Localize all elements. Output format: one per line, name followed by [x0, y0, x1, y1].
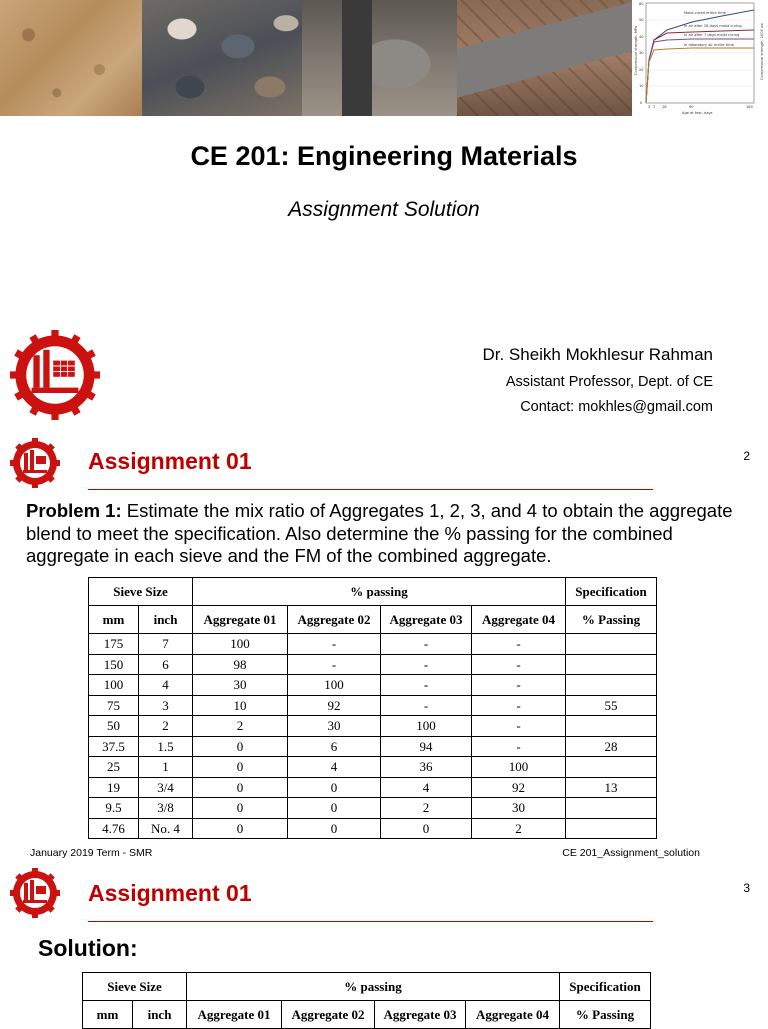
header-spec-passing: % Passing [566, 606, 657, 634]
header-mm: mm [83, 1001, 133, 1029]
table-cell: 0 [193, 757, 288, 778]
table-cell: 92 [472, 777, 566, 798]
university-seal-icon [10, 438, 60, 488]
table-cell [566, 798, 657, 819]
university-seal-icon [10, 868, 60, 918]
table-cell: 50 [89, 716, 139, 737]
table-cell: - [381, 634, 472, 655]
table-cell: 0 [193, 777, 288, 798]
graph-x-tick: 3 [648, 105, 651, 109]
table-cell: - [288, 654, 381, 675]
table-cell: - [472, 695, 566, 716]
table-cell: 1.5 [139, 736, 193, 757]
table-cell: 100 [89, 675, 139, 696]
header-aggregate-01: Aggregate 01 [187, 1001, 282, 1029]
header-percent-passing: % passing [193, 578, 566, 606]
solution-table [82, 972, 651, 1029]
author-affiliation: Assistant Professor, Dept. of CE [505, 374, 713, 390]
table-header-row [89, 578, 657, 606]
table-row [89, 634, 657, 655]
table-cell: 10 [193, 695, 288, 716]
table-cell: 30 [288, 716, 381, 737]
table-cell: 100 [472, 757, 566, 778]
table-header-row [83, 973, 651, 1001]
header-specification: Specification [566, 578, 657, 606]
table-cell [566, 757, 657, 778]
table-cell: 4 [381, 777, 472, 798]
table-row [89, 736, 657, 757]
header-sieve-size: Sieve Size [83, 973, 187, 1001]
table-cell: 2 [193, 716, 288, 737]
graph-y-tick: 50 [639, 18, 644, 22]
table-cell: 100 [193, 634, 288, 655]
graph-series-4: In laboratory air entire time [684, 43, 734, 47]
header-banner [0, 0, 768, 116]
table-cell: 2 [381, 798, 472, 819]
strength-graph-image [632, 0, 768, 116]
table-cell: 30 [193, 675, 288, 696]
slide-2-number: 2 [743, 449, 750, 463]
header-inch: inch [133, 1001, 187, 1029]
slide-3-title-rule [88, 921, 653, 922]
table-cell: 100 [381, 716, 472, 737]
table-cell: 94 [381, 736, 472, 757]
table-cell: 3/8 [139, 798, 193, 819]
table-cell: - [472, 675, 566, 696]
footer-term: January 2019 Term - SMR [30, 847, 153, 859]
header-aggregate-02: Aggregate 02 [288, 606, 381, 634]
table-cell: 0 [193, 736, 288, 757]
table-row [89, 798, 657, 819]
table-cell: 3 [139, 695, 193, 716]
table-row [89, 818, 657, 839]
graph-series-1: Moist-cured entire time [684, 11, 726, 15]
graph-series-3: In air after 7 days moist curing [684, 33, 740, 37]
table-cell: 4 [288, 757, 381, 778]
problem-statement [26, 500, 756, 568]
graph-y-tick: 0 [640, 101, 643, 105]
table-cell: 0 [193, 818, 288, 839]
table-row [89, 716, 657, 737]
author-contact: Contact: mokhles@gmail.com [520, 399, 713, 415]
table-cell: - [381, 654, 472, 675]
graph-y-tick: 30 [639, 51, 644, 55]
table-cell: - [472, 654, 566, 675]
table-cell: 6 [288, 736, 381, 757]
graph-y-tick: 20 [639, 68, 644, 72]
table-cell: 92 [288, 695, 381, 716]
header-specification: Specification [560, 973, 651, 1001]
table-cell: 55 [566, 695, 657, 716]
header-aggregate-04: Aggregate 04 [472, 606, 566, 634]
table-subheader-row [89, 606, 657, 634]
problem-text: Estimate the mix ratio of Aggregates 1, 2, 3, and 4 to obtain the aggregate blend to meet the specification. Also determine the % passing for the combined aggregate in each sieve and the FM of the combined aggregate. [26, 500, 733, 566]
graph-x-label: Age at test, days [682, 111, 713, 115]
graph-y-tick: 40 [639, 35, 644, 39]
table-cell: 98 [193, 654, 288, 675]
graph-series-2: In air after 28 days moist curing [684, 24, 742, 28]
table-cell: 25 [89, 757, 139, 778]
table-cell: 2 [139, 716, 193, 737]
gravel-photo [142, 0, 302, 116]
table-cell: 19 [89, 777, 139, 798]
table-cell: 175 [89, 634, 139, 655]
strength-age-graph [632, 0, 768, 116]
slide-3-number: 3 [743, 881, 750, 895]
concrete-pouring-photo [457, 0, 632, 116]
concrete-slump-test-photo [302, 0, 457, 116]
table-subheader-row [83, 1001, 651, 1029]
table-row [89, 757, 657, 778]
table-cell: 75 [89, 695, 139, 716]
footer-filename: CE 201_Assignment_solution [562, 847, 700, 859]
header-percent-passing: % passing [187, 973, 560, 1001]
table-cell [566, 716, 657, 737]
graph-x-tick: 7 [653, 105, 656, 109]
university-seal-icon [10, 330, 100, 420]
header-aggregate-04: Aggregate 04 [466, 1001, 560, 1029]
course-title: CE 201: Engineering Materials [190, 141, 578, 171]
table-cell: 6 [139, 654, 193, 675]
table-cell: 3/4 [139, 777, 193, 798]
header-aggregate-02: Aggregate 02 [282, 1001, 375, 1029]
table-cell: 4 [139, 675, 193, 696]
table-cell: 0 [288, 798, 381, 819]
header-mm: mm [89, 606, 139, 634]
table-cell: No. 4 [139, 818, 193, 839]
table-cell: 0 [288, 818, 381, 839]
slide-2-title: Assignment 01 [88, 448, 252, 474]
table-row [89, 675, 657, 696]
sieve-table-body [89, 634, 657, 839]
table-row [89, 654, 657, 675]
problem-label: Problem 1: [26, 500, 122, 521]
table-cell: 9.5 [89, 798, 139, 819]
table-cell: 0 [381, 818, 472, 839]
table-row [89, 695, 657, 716]
document-subtitle: Assignment Solution [288, 198, 480, 221]
table-cell: - [472, 716, 566, 737]
table-cell: 30 [472, 798, 566, 819]
table-cell: - [472, 736, 566, 757]
table-cell: 37.5 [89, 736, 139, 757]
table-cell: 13 [566, 777, 657, 798]
solution-heading: Solution: [38, 935, 138, 961]
table-row [89, 777, 657, 798]
header-aggregate-01: Aggregate 01 [193, 606, 288, 634]
table-cell: - [381, 695, 472, 716]
table-cell [566, 654, 657, 675]
table-cell [566, 634, 657, 655]
table-cell: 28 [566, 736, 657, 757]
slide-2-title-rule [88, 489, 653, 490]
graph-x-tick: 28 [662, 105, 667, 109]
graph-y-tick: 60 [639, 2, 644, 6]
table-cell: 0 [193, 798, 288, 819]
table-cell: 7 [139, 634, 193, 655]
table-cell: - [472, 634, 566, 655]
table-cell: 100 [288, 675, 381, 696]
table-cell [566, 818, 657, 839]
header-aggregate-03: Aggregate 03 [375, 1001, 466, 1029]
graph-y-label-right: Compressive strength, 1000 psi [760, 22, 764, 80]
table-cell: - [381, 675, 472, 696]
graph-y-label-left: Compressive strength, MPa [634, 25, 638, 75]
header-sieve-size: Sieve Size [89, 578, 193, 606]
author-name: Dr. Sheikh Mokhlesur Rahman [482, 345, 713, 364]
header-aggregate-03: Aggregate 03 [381, 606, 472, 634]
table-cell [566, 675, 657, 696]
slide-3-title: Assignment 01 [88, 880, 252, 906]
table-cell: - [288, 634, 381, 655]
table-cell: 4.76 [89, 818, 139, 839]
graph-x-tick: 90 [689, 105, 694, 109]
graph-x-tick: 180 [746, 105, 753, 109]
graph-y-tick: 10 [639, 84, 644, 88]
table-cell: 150 [89, 654, 139, 675]
sand-photo [0, 0, 142, 116]
table-cell: 1 [139, 757, 193, 778]
table-cell: 2 [472, 818, 566, 839]
header-spec-passing: % Passing [560, 1001, 651, 1029]
table-cell: 36 [381, 757, 472, 778]
sieve-analysis-table [88, 577, 657, 839]
header-inch: inch [139, 606, 193, 634]
table-cell: 0 [288, 777, 381, 798]
